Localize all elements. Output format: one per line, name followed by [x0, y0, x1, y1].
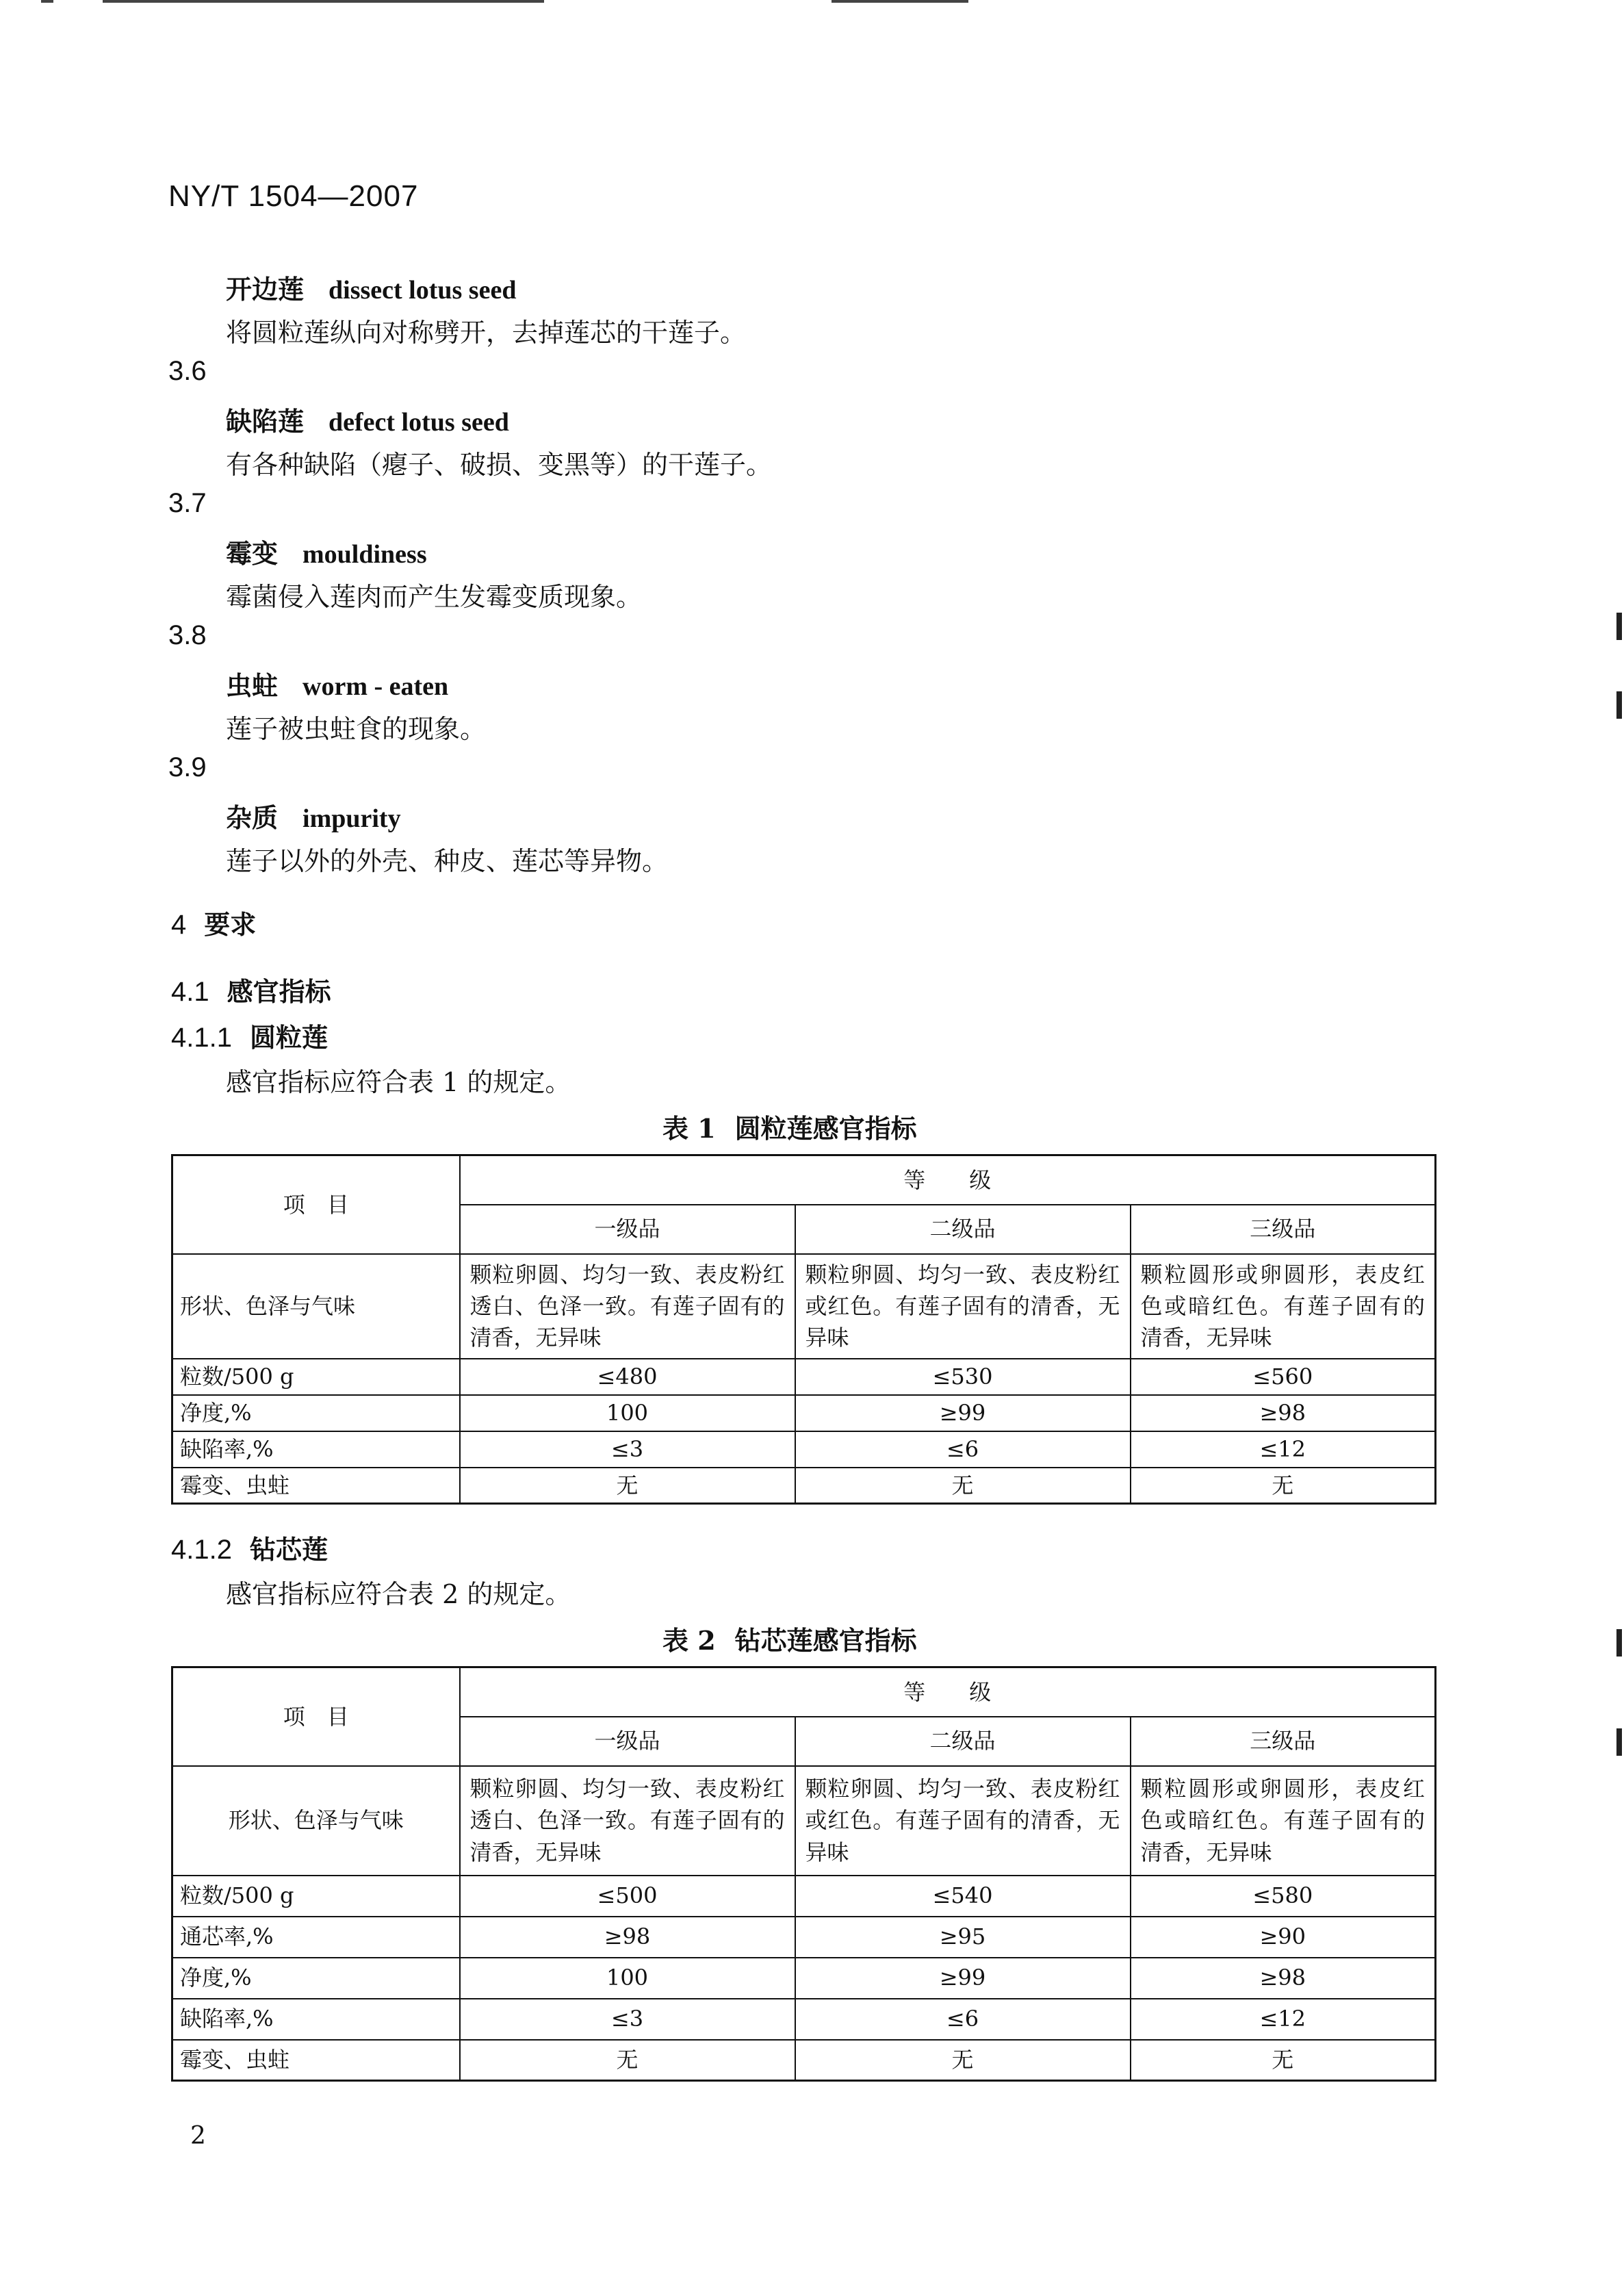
section-title: 圆粒莲	[249, 1022, 328, 1053]
term-definition: 莲子以外的外壳、种皮、莲芯等异物。	[226, 846, 669, 876]
item-header: 项 目	[172, 1155, 460, 1254]
cell: 无	[460, 1468, 795, 1504]
row-label: 缺陷率,%	[172, 1431, 460, 1468]
term-en: mouldiness	[302, 540, 427, 569]
cell: 无	[1131, 2040, 1436, 2081]
term-number: 3.8	[168, 620, 207, 650]
cell: ≤3	[460, 1999, 795, 2040]
term-number: 3.9	[168, 752, 207, 782]
term-heading	[226, 268, 516, 306]
top-scan-line-left	[103, 0, 544, 3]
term-cn: 虫蛀	[226, 670, 279, 701]
cell: ≤6	[795, 1431, 1131, 1468]
term-heading	[226, 533, 427, 570]
term-number: 3.6	[168, 356, 207, 386]
term-cn: 缺陷莲	[226, 406, 305, 437]
scan-edge-mark	[1616, 691, 1622, 719]
term-definition: 将圆粒莲纵向对称劈开，去掉莲芯的干莲子。	[226, 318, 747, 348]
table-number: 表 2	[662, 1625, 716, 1656]
page-number: 2	[190, 2122, 206, 2150]
section-heading-4	[171, 904, 256, 941]
row-label: 净度,%	[172, 1958, 460, 1999]
cell: 无	[460, 2040, 795, 2081]
cell: 颗粒卵圆、均匀一致、表皮粉红或红色。有莲子固有的清香，无异味	[795, 1766, 1131, 1876]
grade-cell: 三级品	[1131, 1205, 1436, 1254]
cell: 颗粒卵圆、均匀一致、表皮粉红透白、色泽一致。有莲子固有的清香，无异味	[460, 1766, 795, 1876]
cell: ≤560	[1131, 1359, 1436, 1395]
table-row	[172, 1359, 1436, 1395]
cell: ≤500	[460, 1876, 795, 1917]
table-row	[172, 1254, 1436, 1359]
cell: ≤580	[1131, 1876, 1436, 1917]
table-header-row	[172, 1155, 1436, 1205]
section-number: 4.1	[171, 977, 209, 1007]
table-row	[172, 1958, 1436, 1999]
section-number: 4	[171, 910, 187, 940]
top-scan-line-tick	[41, 0, 53, 3]
table-row	[172, 1395, 1436, 1431]
cell: ≤3	[460, 1431, 795, 1468]
scan-edge-mark	[1616, 1728, 1622, 1756]
cell: 颗粒卵圆、均匀一致、表皮粉红或红色。有莲子固有的清香，无异味	[795, 1254, 1131, 1359]
cell: ≤480	[460, 1359, 795, 1395]
row-label: 缺陷率,%	[172, 1999, 460, 2040]
cell: ≥98	[1131, 1395, 1436, 1431]
cell: ≤6	[795, 1999, 1131, 2040]
scan-edge-mark	[1616, 613, 1622, 640]
table-number: 表 1	[662, 1113, 716, 1144]
cell: ≥90	[1131, 1917, 1436, 1958]
term-definition: 有各种缺陷（瘪子、破损、变黑等）的干莲子。	[226, 450, 773, 480]
cell: ≥95	[795, 1917, 1131, 1958]
cell: 无	[795, 1468, 1131, 1504]
row-label: 形状、色泽与气味	[172, 1254, 460, 1359]
section-title: 钻芯莲	[249, 1534, 328, 1565]
section-title: 要求	[204, 909, 257, 940]
section-number: 4.1.1	[171, 1023, 232, 1053]
term-en: defect lotus seed	[328, 408, 509, 437]
term-en: worm - eaten	[302, 672, 449, 701]
table-title: 圆粒莲感官指标	[734, 1113, 917, 1144]
section-heading-4-1	[171, 971, 331, 1008]
section-text: 感官指标应符合表 2 的规定。	[226, 1579, 571, 1609]
top-scan-line-right	[832, 0, 968, 3]
cell: 无	[795, 2040, 1131, 2081]
table-row	[172, 2040, 1436, 2081]
row-label: 霉变、虫蛀	[172, 2040, 460, 2081]
section-title: 感官指标	[227, 976, 331, 1007]
row-label: 粒数/500 g	[172, 1359, 460, 1395]
grade-cell: 一级品	[460, 1205, 795, 1254]
cell: ≥99	[795, 1958, 1131, 1999]
section-heading-4-1-1	[171, 1016, 328, 1054]
term-number: 3.7	[168, 488, 207, 518]
term-definition: 霉菌侵入莲肉而产生发霉变质现象。	[226, 582, 643, 612]
table-row	[172, 1876, 1436, 1917]
item-header: 项 目	[172, 1667, 460, 1766]
table-row	[172, 1431, 1436, 1468]
grade-header: 等 级	[460, 1155, 1436, 1205]
term-heading	[226, 400, 509, 438]
grade-cell: 一级品	[460, 1717, 795, 1766]
section-heading-4-1-2	[171, 1529, 328, 1566]
table-drilled-lotus-sensory	[171, 1666, 1436, 2082]
section-number: 4.1.2	[171, 1535, 232, 1565]
table-caption	[662, 1108, 917, 1145]
grade-cell: 二级品	[795, 1205, 1131, 1254]
row-label: 形状、色泽与气味	[172, 1766, 460, 1876]
table-caption	[662, 1620, 917, 1657]
term-cn: 开边莲	[226, 274, 305, 305]
term-definition: 莲子被虫蛀食的现象。	[226, 714, 487, 744]
cell: ≥98	[460, 1917, 795, 1958]
table-row	[172, 1999, 1436, 2040]
table-title: 钻芯莲感官指标	[734, 1625, 917, 1656]
term-cn: 杂质	[226, 802, 279, 833]
table-row	[172, 1917, 1436, 1958]
scan-edge-mark	[1616, 1629, 1622, 1657]
term-cn: 霉变	[226, 538, 279, 569]
cell: 颗粒圆形或卵圆形，表皮红色或暗红色。有莲子固有的清香，无异味	[1131, 1254, 1436, 1359]
cell: 无	[1131, 1468, 1436, 1504]
cell: 100	[460, 1958, 795, 1999]
table-round-lotus-sensory	[171, 1154, 1436, 1505]
grade-cell: 三级品	[1131, 1717, 1436, 1766]
term-en: impurity	[302, 804, 401, 833]
cell: ≥99	[795, 1395, 1131, 1431]
cell: ≤530	[795, 1359, 1131, 1395]
cell: ≤540	[795, 1876, 1131, 1917]
section-text: 感官指标应符合表 1 的规定。	[226, 1067, 571, 1097]
table-row	[172, 1766, 1436, 1876]
term-en: dissect lotus seed	[328, 276, 517, 305]
row-label: 通芯率,%	[172, 1917, 460, 1958]
row-label: 粒数/500 g	[172, 1876, 460, 1917]
cell: ≤12	[1131, 1431, 1436, 1468]
row-label: 净度,%	[172, 1395, 460, 1431]
cell: 颗粒卵圆、均匀一致、表皮粉红透白、色泽一致。有莲子固有的清香，无异味	[460, 1254, 795, 1359]
cell: 颗粒圆形或卵圆形，表皮红色或暗红色。有莲子固有的清香，无异味	[1131, 1766, 1436, 1876]
cell: 100	[460, 1395, 795, 1431]
cell: ≥98	[1131, 1958, 1436, 1999]
grade-cell: 二级品	[795, 1717, 1131, 1766]
table-row	[172, 1468, 1436, 1504]
standard-code: NY/T 1504—2007	[168, 179, 419, 213]
term-heading	[226, 797, 401, 834]
grade-header: 等 级	[460, 1667, 1436, 1717]
term-heading	[226, 665, 448, 702]
cell: ≤12	[1131, 1999, 1436, 2040]
table-header-row	[172, 1667, 1436, 1717]
row-label: 霉变、虫蛀	[172, 1468, 460, 1504]
